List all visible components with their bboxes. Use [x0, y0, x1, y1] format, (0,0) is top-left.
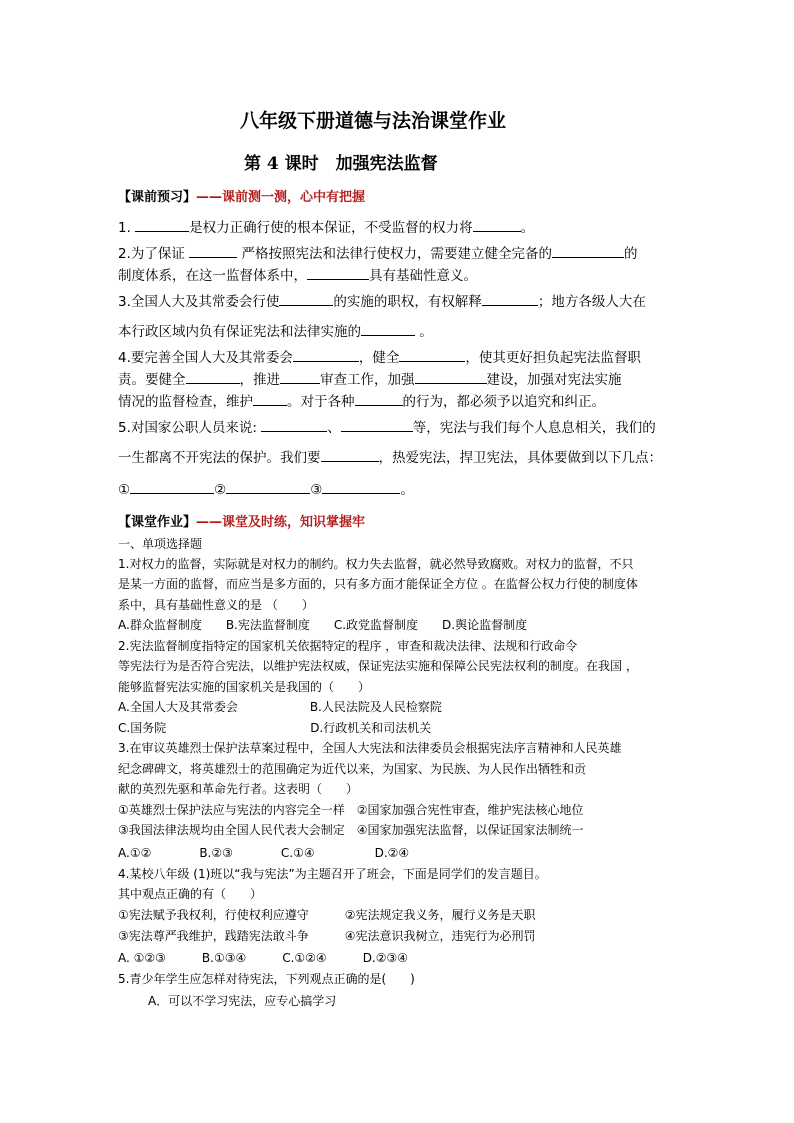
- preview-q4-line2: 责。要健全 ，推进 审查工作，加强 建设，加强对宪法实施: [118, 372, 622, 388]
- preview-q4-line3: 情况的监督检查，维护 。对于各种 的行为，都必须予以追究和纠正。: [118, 394, 605, 410]
- answer-options: A.群众监督制度 B.宪法监督制度 C.政党监督制度 D.舆论监督制度: [118, 618, 528, 632]
- answer-options: A. ①②③ B.①③④ C.①②④ D.②③④: [118, 951, 409, 965]
- preview-q5-line1: 5.对国家公职人员来说: 、 等，宪法与我们每个人息息相关，我们的: [118, 420, 656, 436]
- blank[interactable]: [399, 348, 465, 362]
- preview-slogan: ——课前测一测，心中有把握: [196, 190, 366, 205]
- preview-q2-line2: 制度体系，在这一监督体系中， 具有基础性意义。: [118, 268, 477, 284]
- blank[interactable]: [415, 370, 487, 384]
- question-line: 是某一方面的监督，而应当是多方面的，只有多方面才能保证全方位 。在监督公权力行使的制度体: [118, 577, 638, 591]
- preview-q3-line2: 本行政区域内负有保证宪法和法律实施的 。: [118, 324, 433, 340]
- blank[interactable]: [321, 448, 379, 462]
- classwork-tag: 【课堂作业】: [118, 515, 197, 530]
- preview-q2-line1: 2.为了保证 严格按照宪法和法律行使权力，需要建立健全完备的 的: [118, 246, 638, 262]
- answer-options: C.国务院 D.行政机关和司法机关: [118, 721, 432, 735]
- statement-line: ①宪法赋予我权利，行使权利应遵守 ②宪法规定我义务，履行义务是天职: [118, 908, 536, 922]
- lesson-title: 第 4 课时 加强宪法监督: [244, 154, 438, 174]
- blank[interactable]: [473, 218, 521, 232]
- preview-q3-line1: 3.全国人大及其常委会行使 的实施的职权，有权解释 ；地方各级人大在: [118, 294, 646, 310]
- blank[interactable]: [186, 370, 240, 384]
- preview-q4-line1: 4.要完善全国人大及其常委会 ，健全 ，使其更好担负起宪法监督职: [118, 350, 641, 366]
- blank[interactable]: [226, 480, 310, 494]
- blank[interactable]: [355, 392, 403, 406]
- statement-line: ①英雄烈士保护法应与宪法的内容完全一样 ②国家加强合宪性审查，维护宪法核心地位: [118, 803, 584, 817]
- blank[interactable]: [130, 480, 214, 494]
- question-line: 4.某校八年级 (1)班以“我与宪法”为主题召开了班会，下面是同学们的发言题目。: [118, 867, 547, 881]
- preview-section-header: [118, 186, 365, 205]
- blank[interactable]: [552, 244, 624, 258]
- answer-option-a: A．可以不学习宪法，应专心搞学习: [148, 994, 337, 1008]
- blank[interactable]: [341, 418, 413, 432]
- statement-line: ③宪法尊严我维护，践踏宪法敢斗争 ④宪法意识我树立，违宪行为必刑罚: [118, 929, 536, 943]
- blank[interactable]: [482, 292, 538, 306]
- answer-options: A.①② B.②③ C.①④ D.②④: [118, 846, 410, 860]
- question-line: 其中观点正确的有（ ）: [118, 887, 263, 901]
- blank[interactable]: [253, 392, 287, 406]
- worksheet-title: 八年级下册道德与法治课堂作业: [240, 110, 507, 132]
- question-line: 纪念碑碑文，将英雄烈士的范围确定为近代以来，为国家、为民族、为人民作出牺牲和贡: [118, 762, 587, 776]
- question-line: 能够监督宪法实施的国家机关是我国的（ ）: [118, 680, 371, 694]
- blank[interactable]: [280, 370, 320, 384]
- question-line: 2.宪法监督制度指特定的国家机关依据特定的程序 ，审查和裁决法律、法规和行政命令: [118, 639, 578, 653]
- answer-options: A.全国人大及其常委会 B.人民法院及人民检察院: [118, 700, 442, 714]
- classwork-section-header: [118, 511, 365, 530]
- preview-tag: 【课前预习】: [118, 190, 197, 205]
- blank[interactable]: [322, 480, 400, 494]
- preview-q1-line1: 1. 是权力正确行使的根本保证，不受监督的权力将 。: [118, 220, 535, 236]
- blank[interactable]: [189, 244, 237, 258]
- question-line: 献的英烈先驱和革命先行者。这表明（ ）: [118, 782, 359, 796]
- question-line: 系中，具有基础性意义的是 （ ）: [118, 598, 314, 612]
- question-line: 3.在审议英雄烈士保护法草案过程中，全国人大宪法和法律委员会根据宪法序言精神和人民英雄: [118, 741, 622, 755]
- blank[interactable]: [307, 266, 369, 280]
- preview-q5-line3: ① ② ③ 。: [118, 482, 414, 498]
- blank[interactable]: [279, 292, 333, 306]
- statement-line: ③我国法律法规均由全国人民代表大会制定 ④国家加强宪法监督，以保证国家法制统一: [118, 823, 584, 837]
- blank[interactable]: [261, 418, 327, 432]
- blank[interactable]: [361, 322, 415, 336]
- blank[interactable]: [293, 348, 359, 362]
- question-line: 5.青少年学生应怎样对待宪法，下列观点正确的是( ): [118, 972, 415, 986]
- question-line: 1.对权力的监督，实际就是对权力的制约。权力失去监督，就必然导致腐败。对权力的监督，不只: [118, 557, 634, 571]
- blank[interactable]: [135, 218, 189, 232]
- preview-q5-line2: 一生都离不开宪法的保护。我们要 ，热爱宪法，捍卫宪法，具体要做到以下几点：: [118, 450, 662, 466]
- section-heading: 一、单项选择题: [118, 537, 203, 551]
- classwork-slogan: ——课堂及时练，知识掌握牢: [196, 515, 366, 530]
- question-line: 等宪法行为是否符合宪法，以维护宪法权威，保证宪法实施和保障公民宪法权利的制度。在我国 ，: [118, 659, 638, 673]
